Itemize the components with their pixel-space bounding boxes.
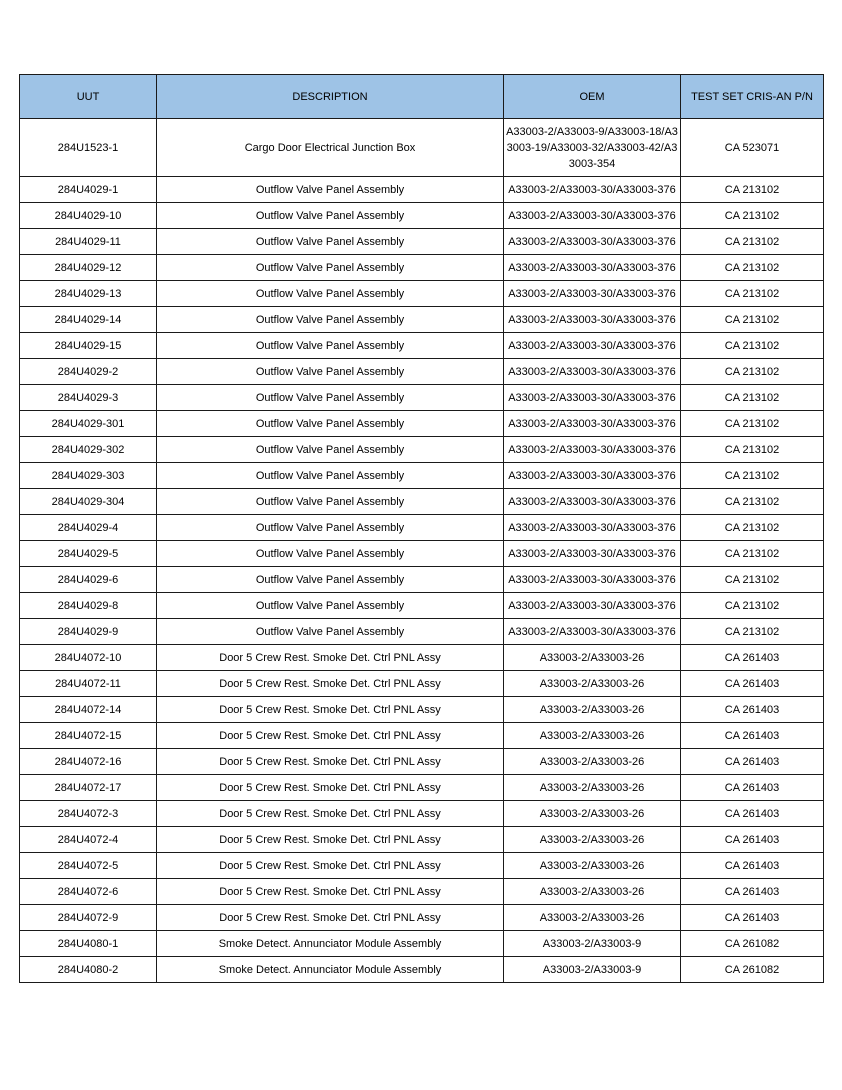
oem-cell: A33003-2/A33003-30/A33003-376 [504,385,681,411]
uut-cell: 284U4029-11 [20,229,157,255]
description-cell: Outflow Valve Panel Assembly [157,411,504,437]
test-set-cell: CA 261403 [681,671,824,697]
test-set-cell: CA 213102 [681,177,824,203]
uut-cell: 284U4029-13 [20,281,157,307]
table-row [20,905,824,931]
test-set-cell: CA 213102 [681,307,824,333]
oem-cell: A33003-2/A33003-26 [504,827,681,853]
test-set-cell: CA 213102 [681,463,824,489]
uut-cell: 284U4029-14 [20,307,157,333]
description-cell: Door 5 Crew Rest. Smoke Det. Ctrl PNL Assy [157,827,504,853]
oem-cell: A33003-2/A33003-30/A33003-376 [504,437,681,463]
oem-cell: A33003-2/A33003-9 [504,957,681,983]
uut-cell: 284U4072-16 [20,749,157,775]
table-row [20,879,824,905]
oem-cell: A33003-2/A33003-26 [504,801,681,827]
table-row [20,515,824,541]
oem-cell: A33003-2/A33003-30/A33003-376 [504,307,681,333]
uut-cell: 284U1523-1 [20,119,157,177]
uut-cell: 284U4080-1 [20,931,157,957]
oem-cell: A33003-2/A33003-26 [504,879,681,905]
test-set-cell: CA 213102 [681,619,824,645]
table-row [20,619,824,645]
table-row [20,593,824,619]
test-set-cell: CA 261403 [681,853,824,879]
table-row [20,463,824,489]
description-cell: Outflow Valve Panel Assembly [157,619,504,645]
uut-cell: 284U4029-15 [20,333,157,359]
test-set-cell: CA 213102 [681,359,824,385]
oem-cell: A33003-2/A33003-26 [504,853,681,879]
uut-cell: 284U4029-4 [20,515,157,541]
oem-cell: A33003-2/A33003-26 [504,723,681,749]
description-cell: Cargo Door Electrical Junction Box [157,119,504,177]
description-cell: Door 5 Crew Rest. Smoke Det. Ctrl PNL Assy [157,671,504,697]
description-cell: Smoke Detect. Annunciator Module Assembly [157,931,504,957]
oem-cell: A33003-2/A33003-30/A33003-376 [504,333,681,359]
description-cell: Outflow Valve Panel Assembly [157,177,504,203]
description-cell: Outflow Valve Panel Assembly [157,489,504,515]
table-body [20,119,824,983]
test-set-cell: CA 213102 [681,203,824,229]
table-row [20,255,824,281]
test-set-cell: CA 261403 [681,827,824,853]
uut-cell: 284U4072-15 [20,723,157,749]
test-set-cell: CA 261403 [681,749,824,775]
uut-cell: 284U4072-5 [20,853,157,879]
oem-cell: A33003-2/A33003-30/A33003-376 [504,203,681,229]
oem-cell: A33003-2/A33003-9/A33003-18/A33003-19/A33003-32/A33003-42/A33003-354 [504,119,681,177]
uut-cell: 284U4072-9 [20,905,157,931]
uut-cell: 284U4029-8 [20,593,157,619]
uut-cell: 284U4072-6 [20,879,157,905]
test-set-cell: CA 213102 [681,255,824,281]
table-row [20,437,824,463]
table-row [20,307,824,333]
description-cell: Door 5 Crew Rest. Smoke Det. Ctrl PNL Assy [157,775,504,801]
oem-cell: A33003-2/A33003-30/A33003-376 [504,619,681,645]
uut-cell: 284U4072-10 [20,645,157,671]
description-cell: Smoke Detect. Annunciator Module Assembly [157,957,504,983]
table-row [20,723,824,749]
oem-cell: A33003-2/A33003-30/A33003-376 [504,359,681,385]
table-row [20,119,824,177]
description-cell: Outflow Valve Panel Assembly [157,281,504,307]
table-row [20,801,824,827]
header-description: DESCRIPTION [157,75,504,119]
oem-cell: A33003-2/A33003-26 [504,905,681,931]
description-cell: Outflow Valve Panel Assembly [157,307,504,333]
table-row [20,229,824,255]
oem-cell: A33003-2/A33003-26 [504,697,681,723]
oem-cell: A33003-2/A33003-26 [504,645,681,671]
description-cell: Outflow Valve Panel Assembly [157,255,504,281]
uut-cell: 284U4072-11 [20,671,157,697]
uut-cell: 284U4029-6 [20,567,157,593]
oem-cell: A33003-2/A33003-30/A33003-376 [504,255,681,281]
table-row [20,411,824,437]
description-cell: Outflow Valve Panel Assembly [157,333,504,359]
oem-cell: A33003-2/A33003-30/A33003-376 [504,515,681,541]
oem-cell: A33003-2/A33003-26 [504,749,681,775]
test-set-cell: CA 261403 [681,697,824,723]
uut-cell: 284U4029-303 [20,463,157,489]
oem-cell: A33003-2/A33003-30/A33003-376 [504,567,681,593]
oem-cell: A33003-2/A33003-30/A33003-376 [504,541,681,567]
test-set-cell: CA 213102 [681,385,824,411]
test-set-cell: CA 261403 [681,723,824,749]
test-set-cell: CA 213102 [681,541,824,567]
table-row [20,671,824,697]
table-row [20,281,824,307]
test-set-cell: CA 213102 [681,489,824,515]
description-cell: Outflow Valve Panel Assembly [157,385,504,411]
table-row [20,385,824,411]
test-set-cell: CA 261403 [681,905,824,931]
uut-cell: 284U4080-2 [20,957,157,983]
uut-cell: 284U4029-301 [20,411,157,437]
description-cell: Door 5 Crew Rest. Smoke Det. Ctrl PNL Assy [157,879,504,905]
oem-cell: A33003-2/A33003-30/A33003-376 [504,463,681,489]
table-row [20,827,824,853]
test-set-cell: CA 261082 [681,957,824,983]
table-row [20,957,824,983]
uut-cell: 284U4029-1 [20,177,157,203]
description-cell: Outflow Valve Panel Assembly [157,463,504,489]
header-uut: UUT [20,75,157,119]
test-set-cell: CA 213102 [681,515,824,541]
test-set-cell: CA 261082 [681,931,824,957]
test-set-cell: CA 261403 [681,775,824,801]
uut-cell: 284U4029-9 [20,619,157,645]
table-row [20,333,824,359]
description-cell: Door 5 Crew Rest. Smoke Det. Ctrl PNL Assy [157,697,504,723]
uut-cell: 284U4072-3 [20,801,157,827]
description-cell: Door 5 Crew Rest. Smoke Det. Ctrl PNL Assy [157,749,504,775]
table-row [20,749,824,775]
description-cell: Outflow Valve Panel Assembly [157,541,504,567]
oem-cell: A33003-2/A33003-30/A33003-376 [504,489,681,515]
uut-cell: 284U4029-2 [20,359,157,385]
test-set-cell: CA 213102 [681,437,824,463]
table-row [20,931,824,957]
description-cell: Outflow Valve Panel Assembly [157,593,504,619]
test-set-cell: CA 523071 [681,119,824,177]
test-set-cell: CA 261403 [681,879,824,905]
table-row [20,645,824,671]
oem-cell: A33003-2/A33003-9 [504,931,681,957]
table-row [20,567,824,593]
test-set-cell: CA 261403 [681,801,824,827]
description-cell: Door 5 Crew Rest. Smoke Det. Ctrl PNL Assy [157,645,504,671]
uut-cell: 284U4029-10 [20,203,157,229]
test-set-cell: CA 261403 [681,645,824,671]
oem-cell: A33003-2/A33003-30/A33003-376 [504,177,681,203]
test-set-cell: CA 213102 [681,593,824,619]
test-set-cell: CA 213102 [681,229,824,255]
test-set-cell: CA 213102 [681,411,824,437]
uut-cell: 284U4072-4 [20,827,157,853]
oem-cell: A33003-2/A33003-30/A33003-376 [504,411,681,437]
description-cell: Outflow Valve Panel Assembly [157,515,504,541]
description-cell: Door 5 Crew Rest. Smoke Det. Ctrl PNL Assy [157,723,504,749]
table-row [20,177,824,203]
uut-cell: 284U4072-17 [20,775,157,801]
table-row [20,775,824,801]
oem-cell: A33003-2/A33003-30/A33003-376 [504,593,681,619]
description-cell: Door 5 Crew Rest. Smoke Det. Ctrl PNL Assy [157,853,504,879]
uut-cell: 284U4029-12 [20,255,157,281]
description-cell: Door 5 Crew Rest. Smoke Det. Ctrl PNL Assy [157,905,504,931]
header-oem: OEM [504,75,681,119]
table-row [20,203,824,229]
table-row [20,541,824,567]
header-test-set: TEST SET CRIS-AN P/N [681,75,824,119]
description-cell: Outflow Valve Panel Assembly [157,359,504,385]
oem-cell: A33003-2/A33003-30/A33003-376 [504,281,681,307]
description-cell: Outflow Valve Panel Assembly [157,567,504,593]
oem-cell: A33003-2/A33003-26 [504,671,681,697]
test-set-cell: CA 213102 [681,333,824,359]
uut-cell: 284U4072-14 [20,697,157,723]
description-cell: Door 5 Crew Rest. Smoke Det. Ctrl PNL Assy [157,801,504,827]
test-set-cell: CA 213102 [681,567,824,593]
description-cell: Outflow Valve Panel Assembly [157,203,504,229]
table-row [20,359,824,385]
uut-cell: 284U4029-302 [20,437,157,463]
table-header-row [20,75,824,119]
table-row [20,697,824,723]
table-row [20,853,824,879]
oem-cell: A33003-2/A33003-30/A33003-376 [504,229,681,255]
parts-table [19,74,824,983]
test-set-cell: CA 213102 [681,281,824,307]
oem-cell: A33003-2/A33003-26 [504,775,681,801]
uut-cell: 284U4029-304 [20,489,157,515]
description-cell: Outflow Valve Panel Assembly [157,437,504,463]
table-row [20,489,824,515]
uut-cell: 284U4029-5 [20,541,157,567]
uut-cell: 284U4029-3 [20,385,157,411]
description-cell: Outflow Valve Panel Assembly [157,229,504,255]
